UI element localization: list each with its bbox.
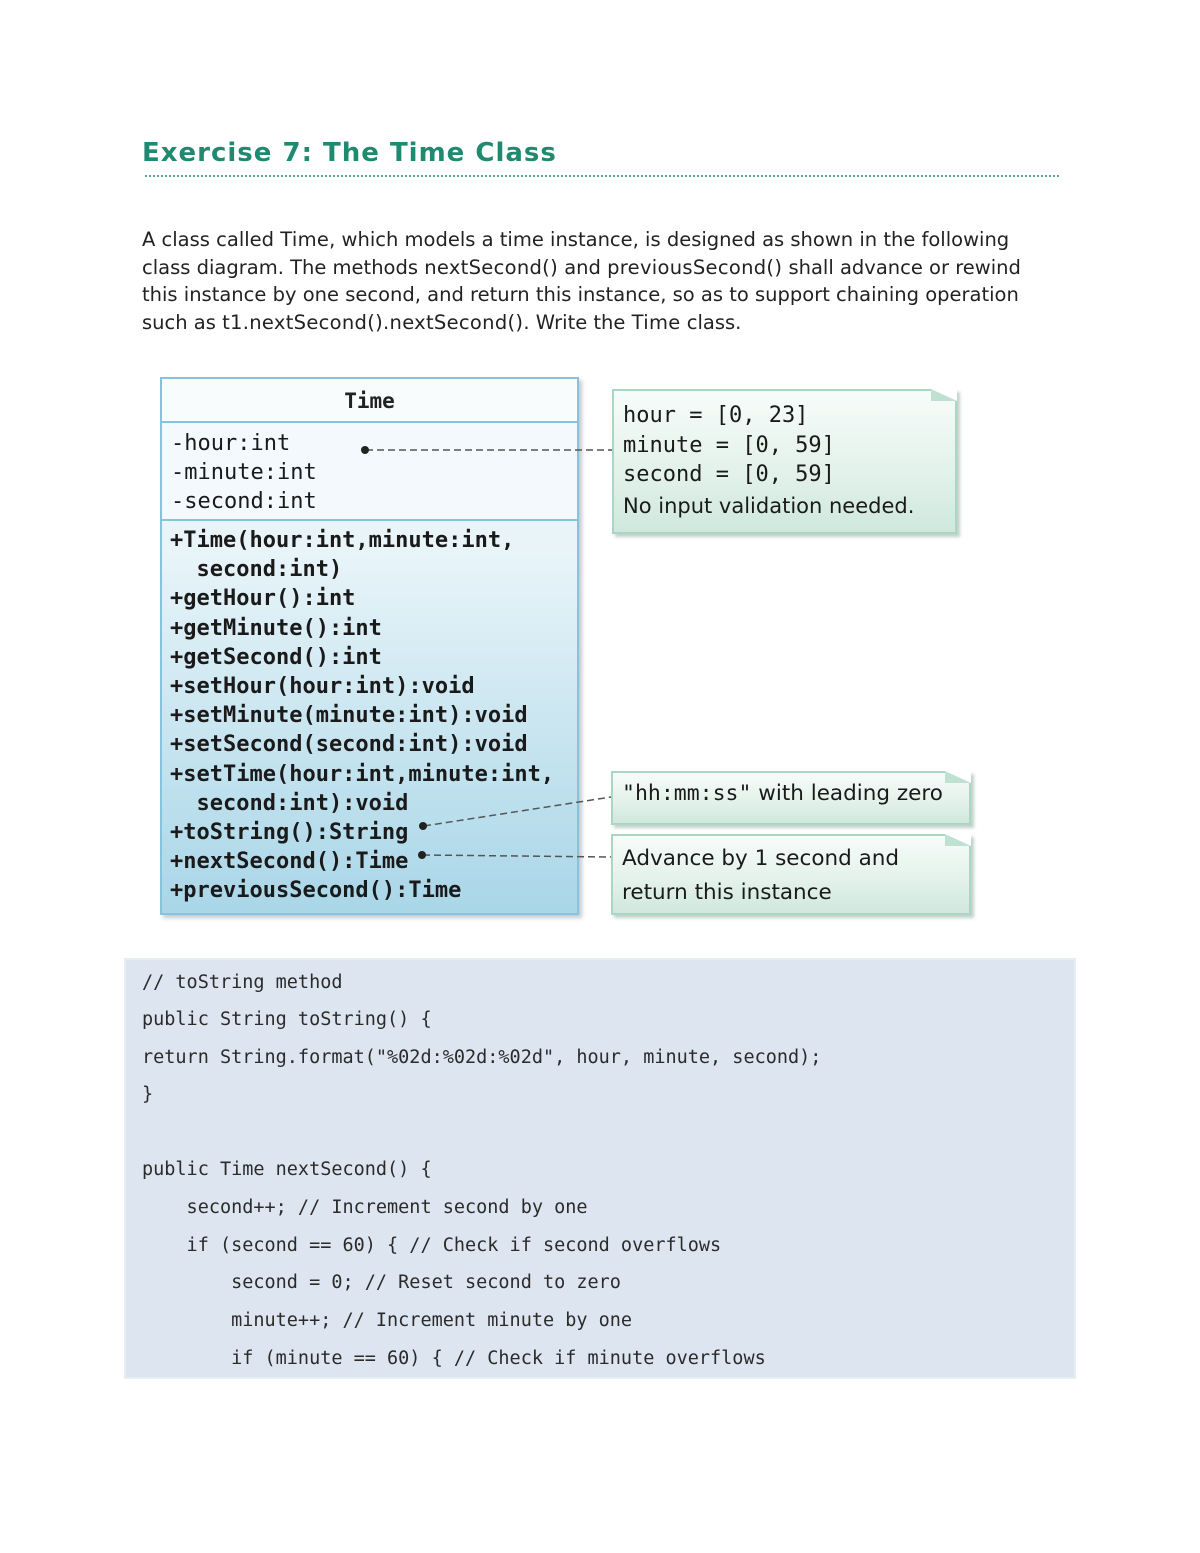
uml-method: +getMinute():int — [170, 615, 382, 641]
code-line: if (minute == 60) { // Check if minute overflows — [142, 1348, 766, 1369]
uml-method: +nextSecond():Time — [170, 849, 409, 875]
code-line: // toString method — [142, 972, 343, 993]
class-name-inline: Time — [631, 310, 681, 334]
connector-next-second — [423, 855, 611, 857]
uml-method: +setMinute(minute:int):void — [170, 703, 528, 729]
uml-method: +setHour(hour:int):void — [170, 674, 475, 700]
uml-attribute: -second:int — [171, 489, 317, 514]
intro-text: class. — [680, 310, 742, 334]
uml-attribute: -hour:int — [171, 431, 291, 456]
uml-method: +previousSecond():Time — [170, 878, 462, 904]
code-line: second++; // Increment second by one — [142, 1197, 588, 1218]
uml-method: +getSecond():int — [170, 644, 382, 670]
note-validation: No input validation needed. — [623, 493, 915, 518]
note-range-line: minute = [0, 59] — [623, 432, 835, 458]
code-line: public Time nextSecond() { — [142, 1159, 432, 1180]
code-line: public String toString() { — [142, 1009, 432, 1030]
uml-attribute: -minute:int — [171, 460, 317, 485]
intro-text: , which models a time instance, is designed as shown in the following class diagram. The methods — [142, 228, 1010, 279]
method-inline: previousSecond() — [607, 255, 783, 279]
uml-method: +setSecond(second:int):void — [170, 732, 528, 758]
intro-text: shall advance or rewind this instance by one second, and return this instance, so as to support chaining operation such as — [142, 255, 1021, 334]
note-range-line: hour = [0, 23] — [623, 403, 809, 428]
code-line: minute++; // Increment minute by one — [142, 1310, 633, 1331]
note-format-text: with leading zero — [751, 781, 943, 806]
uml-class-name: Time — [162, 379, 577, 423]
note-advance-line: Advance by 1 second and — [622, 846, 900, 871]
uml-method: +Time(hour:int,minute:int, — [170, 528, 515, 553]
page-title: Exercise 7: The Time Class — [142, 138, 557, 168]
connector-dot — [361, 446, 369, 454]
note-format-code: "hh:mm:ss" — [622, 781, 752, 806]
code-block — [124, 958, 1076, 1379]
chaining-example-inline: t1.nextSecond().nextSecond() — [222, 310, 524, 334]
uml-method: second:int) — [170, 557, 343, 583]
connector-dot — [418, 851, 426, 859]
uml-method: second:int):void — [170, 790, 409, 816]
code-line: if (second == 60) { // Check if second overflows — [142, 1235, 722, 1256]
note-range-line: second = [0, 59] — [623, 462, 835, 487]
method-inline: nextSecond() — [424, 255, 558, 279]
connector-tostring — [424, 797, 611, 826]
uml-method: +setTime(hour:int,minute:int, — [170, 761, 555, 787]
code-line: second = 0; // Reset second to zero — [142, 1272, 621, 1293]
code-line: return String.format("%02d:%02d:%02d", hour, minute, second); — [142, 1047, 822, 1068]
uml-method: +toString():String — [170, 820, 409, 846]
note-advance-line: return this instance — [622, 880, 832, 905]
class-name-inline: Time — [280, 228, 330, 251]
intro-text: and — [558, 255, 608, 279]
code-line: } — [142, 1084, 154, 1105]
uml-method: +getHour():int — [170, 586, 356, 612]
connector-dot — [419, 822, 427, 830]
intro-text: . Write the — [523, 310, 632, 334]
intro-text: A class called — [142, 228, 281, 251]
